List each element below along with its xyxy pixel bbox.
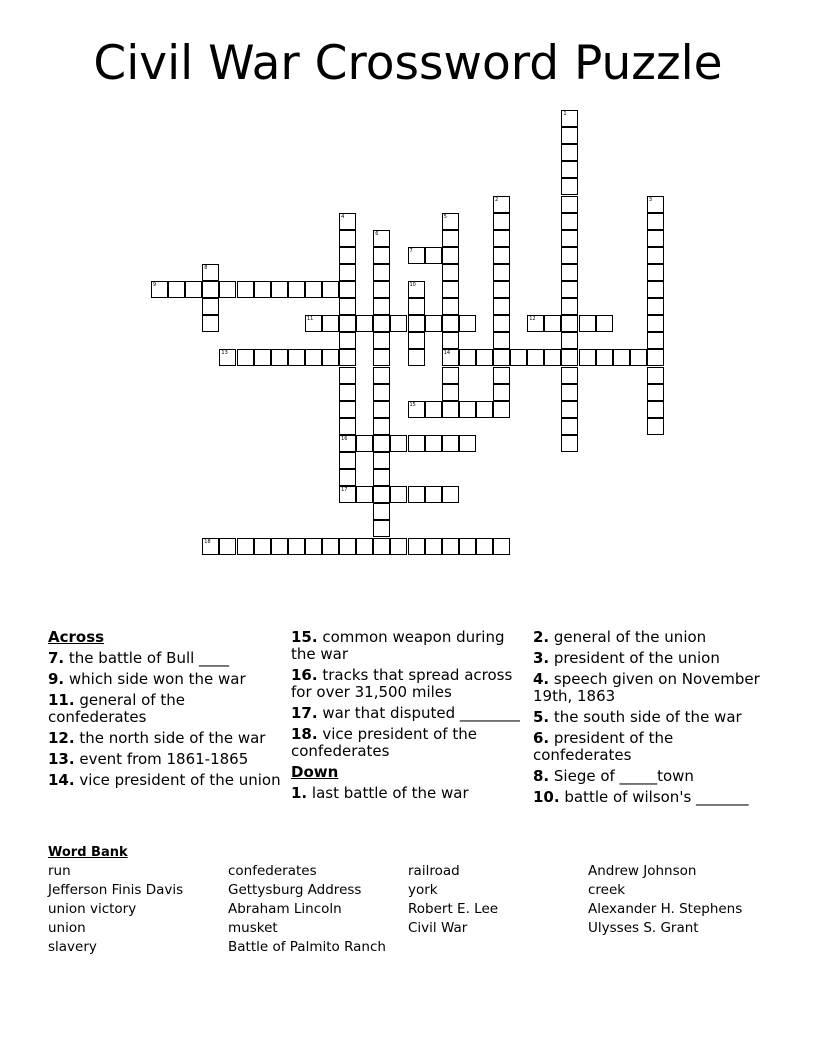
grid-cell[interactable]	[544, 349, 561, 366]
grid-cell[interactable]	[493, 213, 510, 230]
grid-cell[interactable]	[322, 315, 339, 332]
down-heading: Down	[291, 763, 339, 781]
grid-cell[interactable]	[647, 298, 664, 315]
clue-9: 9. which side won the war	[48, 670, 246, 688]
grid-cell[interactable]	[442, 298, 459, 315]
grid-cell[interactable]	[288, 538, 305, 555]
grid-cell[interactable]	[339, 469, 356, 486]
grid-cell[interactable]	[459, 435, 476, 452]
grid-cell[interactable]	[630, 349, 647, 366]
word-bank-item: slavery	[48, 939, 97, 955]
grid-cell[interactable]	[561, 315, 578, 332]
grid-cell[interactable]	[408, 349, 425, 366]
grid-cell[interactable]	[425, 315, 442, 332]
grid-cell[interactable]	[339, 538, 356, 555]
grid-cell[interactable]	[647, 384, 664, 401]
grid-cell[interactable]	[373, 538, 390, 555]
grid-cell[interactable]	[339, 281, 356, 298]
clue-number: 17	[341, 487, 348, 494]
grid-cell[interactable]	[442, 247, 459, 264]
clue-number: 8	[204, 264, 208, 271]
grid-cell[interactable]	[493, 538, 510, 555]
grid-cell[interactable]	[408, 435, 425, 452]
grid-cell[interactable]	[442, 401, 459, 418]
grid-cell[interactable]	[390, 315, 407, 332]
clue-6: 6. president of the confederates	[533, 729, 674, 764]
grid-cell[interactable]	[561, 264, 578, 281]
clue-number: 6	[375, 230, 379, 237]
word-bank-item: Robert E. Lee	[408, 901, 499, 917]
clue-3: 3. president of the union	[533, 649, 720, 667]
clue-number: 18	[204, 538, 211, 545]
clue-11: 11. general of the confederates	[48, 691, 185, 726]
grid-cell[interactable]	[408, 332, 425, 349]
grid-cell[interactable]	[202, 281, 219, 298]
word-bank-item: Jefferson Finis Davis	[48, 882, 184, 898]
grid-cell[interactable]	[459, 349, 476, 366]
grid-cell[interactable]	[373, 349, 390, 366]
grid-cell[interactable]	[442, 264, 459, 281]
grid-cell[interactable]	[339, 367, 356, 384]
grid-cell[interactable]	[425, 435, 442, 452]
word-bank-title: Word Bank	[48, 845, 128, 860]
grid-cell[interactable]	[271, 281, 288, 298]
clue-number: 15	[409, 401, 416, 408]
grid-cell[interactable]	[561, 127, 578, 144]
grid-cell[interactable]	[442, 367, 459, 384]
grid-cell[interactable]	[219, 281, 236, 298]
grid-cell[interactable]	[390, 435, 407, 452]
grid-cell[interactable]	[493, 332, 510, 349]
clue-number: 9	[153, 282, 157, 288]
grid-cell[interactable]	[202, 298, 219, 315]
grid-cell[interactable]	[339, 435, 356, 452]
grid-cell[interactable]	[442, 486, 459, 503]
grid-cell[interactable]	[442, 332, 459, 349]
grid-cell[interactable]	[339, 418, 356, 435]
grid-cell[interactable]	[373, 418, 390, 435]
grid-cell[interactable]	[305, 281, 322, 298]
clue-number: 4	[341, 213, 345, 220]
grid-cell[interactable]	[339, 384, 356, 401]
grid-cell[interactable]	[408, 281, 425, 298]
grid-cell[interactable]	[561, 401, 578, 418]
grid-cell[interactable]	[613, 349, 630, 366]
grid-cell[interactable]	[493, 230, 510, 247]
grid-cell[interactable]	[373, 384, 390, 401]
grid-cell[interactable]	[561, 144, 578, 161]
grid-cell[interactable]	[254, 281, 271, 298]
grid-cell[interactable]	[168, 281, 185, 298]
word-bank-item: confederates	[228, 863, 317, 879]
grid-cell[interactable]	[373, 503, 390, 520]
grid-cell[interactable]	[425, 401, 442, 418]
grid-cell[interactable]	[561, 178, 578, 195]
grid-cell[interactable]	[442, 315, 459, 332]
grid-cell[interactable]	[561, 298, 578, 315]
grid-cell[interactable]	[271, 538, 288, 555]
grid-cell[interactable]	[408, 486, 425, 503]
word-bank-item: union victory	[48, 901, 137, 917]
grid-cell[interactable]	[561, 384, 578, 401]
clue-2: 2. general of the union	[533, 628, 707, 646]
grid-cell[interactable]	[408, 298, 425, 315]
grid-cell[interactable]	[373, 452, 390, 469]
grid-cell[interactable]	[493, 401, 510, 418]
grid-cell[interactable]	[493, 247, 510, 264]
clue-number: 10	[409, 282, 416, 288]
grid-cell[interactable]	[647, 247, 664, 264]
grid-cell[interactable]	[408, 538, 425, 555]
grid-cell[interactable]	[493, 298, 510, 315]
grid-cell[interactable]	[373, 367, 390, 384]
grid-cell[interactable]	[476, 538, 493, 555]
grid-cell[interactable]	[493, 281, 510, 298]
clue-8: 8. Siege of _____town	[533, 767, 694, 785]
grid-cell[interactable]	[442, 538, 459, 555]
grid-cell[interactable]	[527, 315, 544, 332]
grid-cell[interactable]	[561, 110, 578, 127]
grid-cell[interactable]	[561, 281, 578, 298]
grid-cell[interactable]	[339, 332, 356, 349]
grid-cell[interactable]	[339, 298, 356, 315]
grid-cell[interactable]	[442, 230, 459, 247]
clue-18: 18. vice president of the confederates	[291, 725, 477, 760]
grid-cell[interactable]	[579, 349, 596, 366]
grid-cell[interactable]	[373, 520, 390, 537]
grid-cell[interactable]	[493, 196, 510, 213]
clue-12: 12. the north side of the war	[48, 729, 266, 747]
grid-cell[interactable]	[425, 486, 442, 503]
clue-number: 7	[409, 247, 413, 254]
page-title: Civil War Crossword Puzzle	[93, 36, 723, 91]
grid-cell[interactable]	[647, 281, 664, 298]
grid-cell[interactable]	[579, 315, 596, 332]
grid-cell[interactable]	[561, 161, 578, 178]
word-bank-item: union	[48, 920, 86, 936]
clue-7: 7. the battle of Bull ____	[48, 649, 230, 667]
grid-cell[interactable]	[561, 196, 578, 213]
clue-5: 5. the south side of the war	[533, 708, 742, 726]
grid-cell[interactable]	[647, 418, 664, 435]
clue-number: 3	[648, 196, 653, 203]
clue-17: 17. war that disputed ________	[291, 704, 520, 722]
grid-cell[interactable]	[373, 281, 390, 298]
grid-cell[interactable]	[373, 486, 390, 503]
grid-cell[interactable]	[493, 264, 510, 281]
grid-cell[interactable]	[339, 349, 356, 366]
grid-cell[interactable]	[647, 315, 664, 332]
grid-cell[interactable]	[647, 349, 664, 366]
clues-column-2	[291, 629, 531, 806]
grid-cell[interactable]	[493, 384, 510, 401]
word-bank-item: Ulysses S. Grant	[588, 920, 699, 936]
word-bank-item: york	[408, 882, 438, 898]
grid-cell[interactable]	[237, 538, 254, 555]
grid-cell[interactable]	[425, 538, 442, 555]
word-bank-item: Battle of Palmito Ranch	[228, 939, 386, 955]
grid-cell[interactable]	[544, 315, 561, 332]
grid-cell[interactable]	[219, 538, 236, 555]
grid-cell[interactable]	[322, 538, 339, 555]
grid-cell[interactable]	[373, 435, 390, 452]
clue-4: 4. speech given on November 19th, 1863	[533, 670, 760, 705]
grid-cell[interactable]	[305, 315, 322, 332]
grid-cell[interactable]	[339, 264, 356, 281]
word-bank-item: musket	[228, 920, 278, 936]
grid-cell[interactable]	[271, 349, 288, 366]
grid-cell[interactable]	[356, 486, 373, 503]
grid-cell[interactable]	[647, 332, 664, 349]
grid-cell[interactable]	[373, 264, 390, 281]
word-bank-item: railroad	[408, 863, 460, 879]
grid-cell[interactable]	[373, 298, 390, 315]
grid-cell[interactable]	[356, 538, 373, 555]
grid-cell[interactable]	[459, 538, 476, 555]
grid-cell[interactable]	[322, 281, 339, 298]
clue-number: 16	[341, 435, 348, 442]
grid-cell[interactable]	[425, 247, 442, 264]
grid-cell[interactable]	[561, 247, 578, 264]
grid-cell[interactable]	[373, 247, 390, 264]
grid-cell[interactable]	[151, 281, 168, 298]
grid-cell[interactable]	[647, 230, 664, 247]
grid-cell[interactable]	[561, 230, 578, 247]
word-bank-item: Gettysburg Address	[228, 882, 362, 898]
clue-number: 13	[221, 350, 228, 357]
grid-cell[interactable]	[442, 213, 459, 230]
grid-cell[interactable]	[202, 538, 219, 555]
grid-cell[interactable]	[493, 367, 510, 384]
word-bank-item: Alexander H. Stephens	[588, 901, 743, 917]
clue-number: 14	[443, 350, 451, 357]
grid-cell[interactable]	[476, 401, 493, 418]
clue-number: 5	[443, 213, 447, 220]
clue-14: 14. vice president of the union	[48, 771, 281, 789]
grid-cell[interactable]	[373, 230, 390, 247]
across-clues-list-continued	[291, 629, 531, 760]
grid-cell[interactable]	[390, 486, 407, 503]
grid-cell[interactable]	[596, 315, 613, 332]
grid-cell[interactable]	[647, 264, 664, 281]
grid-cell[interactable]	[288, 349, 305, 366]
grid-cell[interactable]	[202, 264, 219, 281]
grid-cell[interactable]	[647, 196, 664, 213]
grid-cell[interactable]	[442, 384, 459, 401]
grid-cell[interactable]	[202, 315, 219, 332]
grid-cell[interactable]	[561, 213, 578, 230]
grid-cell[interactable]	[493, 349, 510, 366]
grid-cell[interactable]	[459, 401, 476, 418]
grid-cell[interactable]	[647, 401, 664, 418]
grid-cell[interactable]	[596, 349, 613, 366]
down-clues-list-continued	[533, 629, 773, 806]
grid-cell[interactable]	[254, 538, 271, 555]
grid-cell[interactable]	[373, 315, 390, 332]
grid-cell[interactable]	[339, 401, 356, 418]
clues-column-1	[48, 629, 288, 793]
grid-cell[interactable]	[339, 452, 356, 469]
clue-number: 11	[306, 316, 314, 323]
grid-cell[interactable]	[408, 401, 425, 418]
grid-cell[interactable]	[339, 247, 356, 264]
grid-cell[interactable]	[254, 349, 271, 366]
clue-number: 1	[563, 111, 567, 117]
grid-cell[interactable]	[219, 349, 236, 366]
grid-cell[interactable]	[305, 349, 322, 366]
grid-cell[interactable]	[390, 538, 407, 555]
grid-cell[interactable]	[339, 230, 356, 247]
across-heading: Across	[48, 628, 105, 646]
clue-13: 13. event from 1861-1865	[48, 750, 249, 768]
grid-cell[interactable]	[339, 486, 356, 503]
grid-cell[interactable]	[322, 349, 339, 366]
clue-1: 1. last battle of the war	[291, 784, 469, 802]
word-bank-item: Abraham Lincoln	[228, 901, 342, 917]
grid-cell[interactable]	[373, 469, 390, 486]
grid-cell[interactable]	[408, 315, 425, 332]
grid-cell[interactable]	[356, 315, 373, 332]
grid-cell[interactable]	[561, 332, 578, 349]
grid-cell[interactable]	[339, 213, 356, 230]
grid-cell[interactable]	[442, 281, 459, 298]
clue-10: 10. battle of wilson's _______	[533, 788, 749, 806]
grid-cell[interactable]	[647, 367, 664, 384]
grid-cell[interactable]	[237, 281, 254, 298]
grid-cell[interactable]	[493, 315, 510, 332]
word-bank-item: Civil War	[408, 920, 468, 936]
across-clues-list	[48, 650, 288, 789]
grid-cell[interactable]	[237, 349, 254, 366]
grid-cell[interactable]	[561, 418, 578, 435]
clue-number: 2	[495, 196, 499, 203]
grid-cell[interactable]	[339, 315, 356, 332]
grid-cell[interactable]	[185, 281, 202, 298]
clue-16: 16. tracks that spread across for over 31,500 miles	[291, 666, 513, 701]
grid-cell[interactable]	[510, 349, 527, 366]
grid-cell[interactable]	[373, 401, 390, 418]
word-bank-item: run	[48, 863, 71, 879]
clue-15: 15. common weapon during the war	[291, 628, 505, 663]
grid-cell[interactable]	[561, 367, 578, 384]
grid-cell[interactable]	[527, 349, 544, 366]
word-bank-item: creek	[588, 882, 626, 898]
grid-cell[interactable]	[476, 349, 493, 366]
grid-cell[interactable]	[647, 213, 664, 230]
grid-cell[interactable]	[442, 435, 459, 452]
grid-cell[interactable]	[288, 281, 305, 298]
grid-cell[interactable]	[561, 349, 578, 366]
clue-number: 12	[529, 316, 536, 323]
down-clues-list	[291, 785, 531, 802]
word-bank-item: Andrew Johnson	[588, 863, 697, 879]
grid-cell[interactable]	[561, 435, 578, 452]
clues-column-3	[533, 629, 773, 810]
grid-cell[interactable]	[408, 247, 425, 264]
grid-cell[interactable]	[442, 349, 459, 366]
grid-cell[interactable]	[305, 538, 322, 555]
grid-cell[interactable]	[356, 435, 373, 452]
grid-cell[interactable]	[459, 315, 476, 332]
grid-cell[interactable]	[373, 332, 390, 349]
